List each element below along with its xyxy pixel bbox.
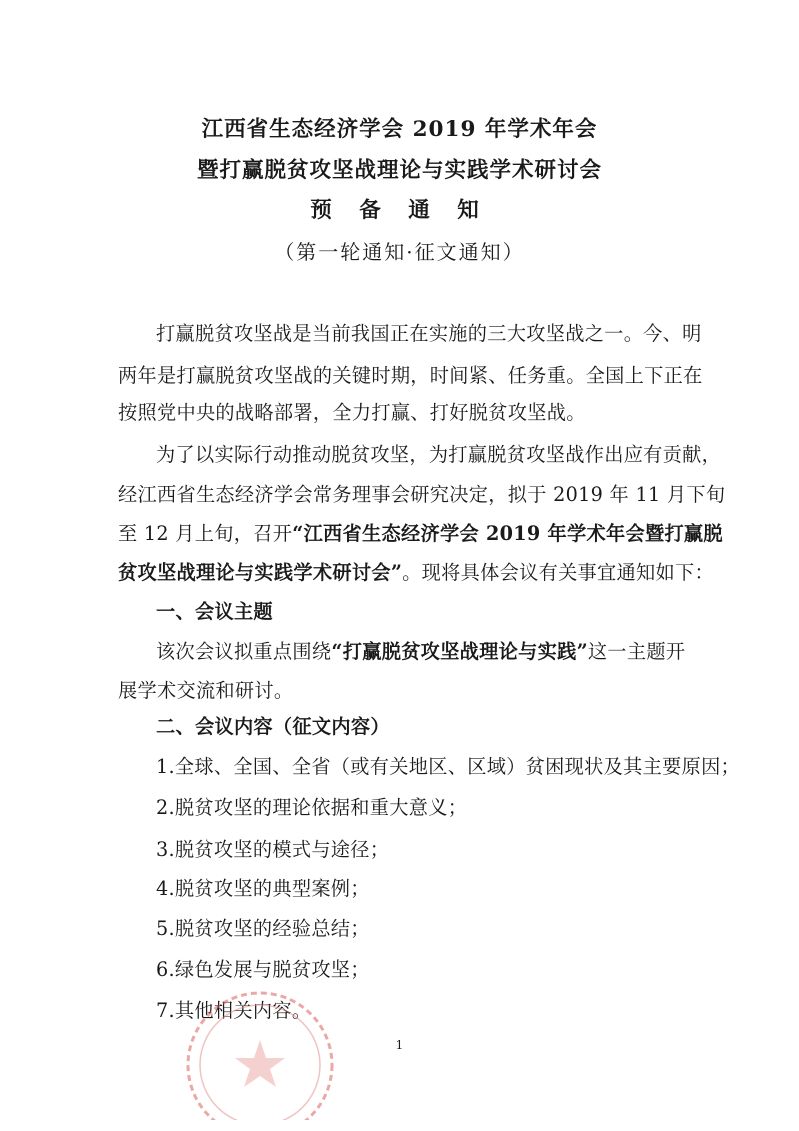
- section1-line-1-tail: 这一主题开: [587, 640, 686, 663]
- title-line-2: 暨打赢脱贫攻坚战理论与实践学术研讨会: [196, 158, 602, 183]
- section1-heading: 一、会议主题: [156, 600, 273, 623]
- section2-heading: 二、会议内容（征文内容）: [156, 715, 390, 738]
- list-item-2: 2.脱贫攻坚的理论依据和重大意义；: [156, 796, 468, 819]
- list-item-3: 3.脱贫攻坚的模式与途径；: [156, 838, 390, 861]
- para2-line-2: 经江西省生态经济学会常务理事会研究决定，拟于 2019 年 11 月下旬: [118, 483, 726, 506]
- title-line-4: （第一轮通知·征文通知）: [274, 240, 525, 264]
- list-item-4: 4.脱贫攻坚的典型案例；: [156, 877, 370, 900]
- para2-line-1: 为了以实际行动推动脱贫攻坚，为打赢脱贫攻坚战作出应有贡献，: [156, 443, 722, 466]
- section1-line-1: [156, 637, 685, 664]
- section1-line-2: 展学术交流和研讨。: [118, 679, 294, 702]
- list-item-1: 1.全球、全国、全省（或有关地区、区域）贫困现状及其主要原因；: [156, 755, 741, 778]
- para2-line-4-bold: 贫攻坚战理论与实践学术研讨会”: [118, 561, 403, 584]
- title-line-3: 预 备 通 知: [310, 198, 489, 223]
- list-item-7: 7.其他相关内容。: [156, 999, 312, 1022]
- list-item-6: 6.绿色发展与脱贫攻坚；: [156, 958, 370, 981]
- section1-line-1-bold: “打赢脱贫攻坚战理论与实践”: [331, 640, 588, 663]
- para2-line-4: [118, 558, 714, 585]
- para1-line-1: 打赢脱贫攻坚战是当前我国正在实施的三大攻坚战之一。今、明: [156, 322, 702, 345]
- section1-line-1-plain: 该次会议拟重点围绕: [156, 640, 332, 663]
- para1-line-2: 两年是打赢脱贫攻坚战的关键时期，时间紧、任务重。全国上下正在: [118, 364, 703, 387]
- para2-line-3: [118, 519, 723, 546]
- para2-line-4-plain: 。现将具体会议有关事宜通知如下：: [402, 561, 714, 584]
- list-item-5: 5.脱贫攻坚的经验总结；: [156, 917, 370, 940]
- title-line-1: 江西省生态经济学会 2019 年学术年会: [201, 117, 598, 142]
- para2-line-3-bold: “江西省生态经济学会 2019 年学术年会暨打赢脱: [292, 522, 723, 545]
- para2-line-3-plain: 至 12 月上旬，召开: [118, 522, 293, 545]
- para1-line-3: 按照党中央的战略部署，全力打赢、打好脱贫攻坚战。: [118, 401, 586, 424]
- page-number: 1: [395, 1038, 404, 1052]
